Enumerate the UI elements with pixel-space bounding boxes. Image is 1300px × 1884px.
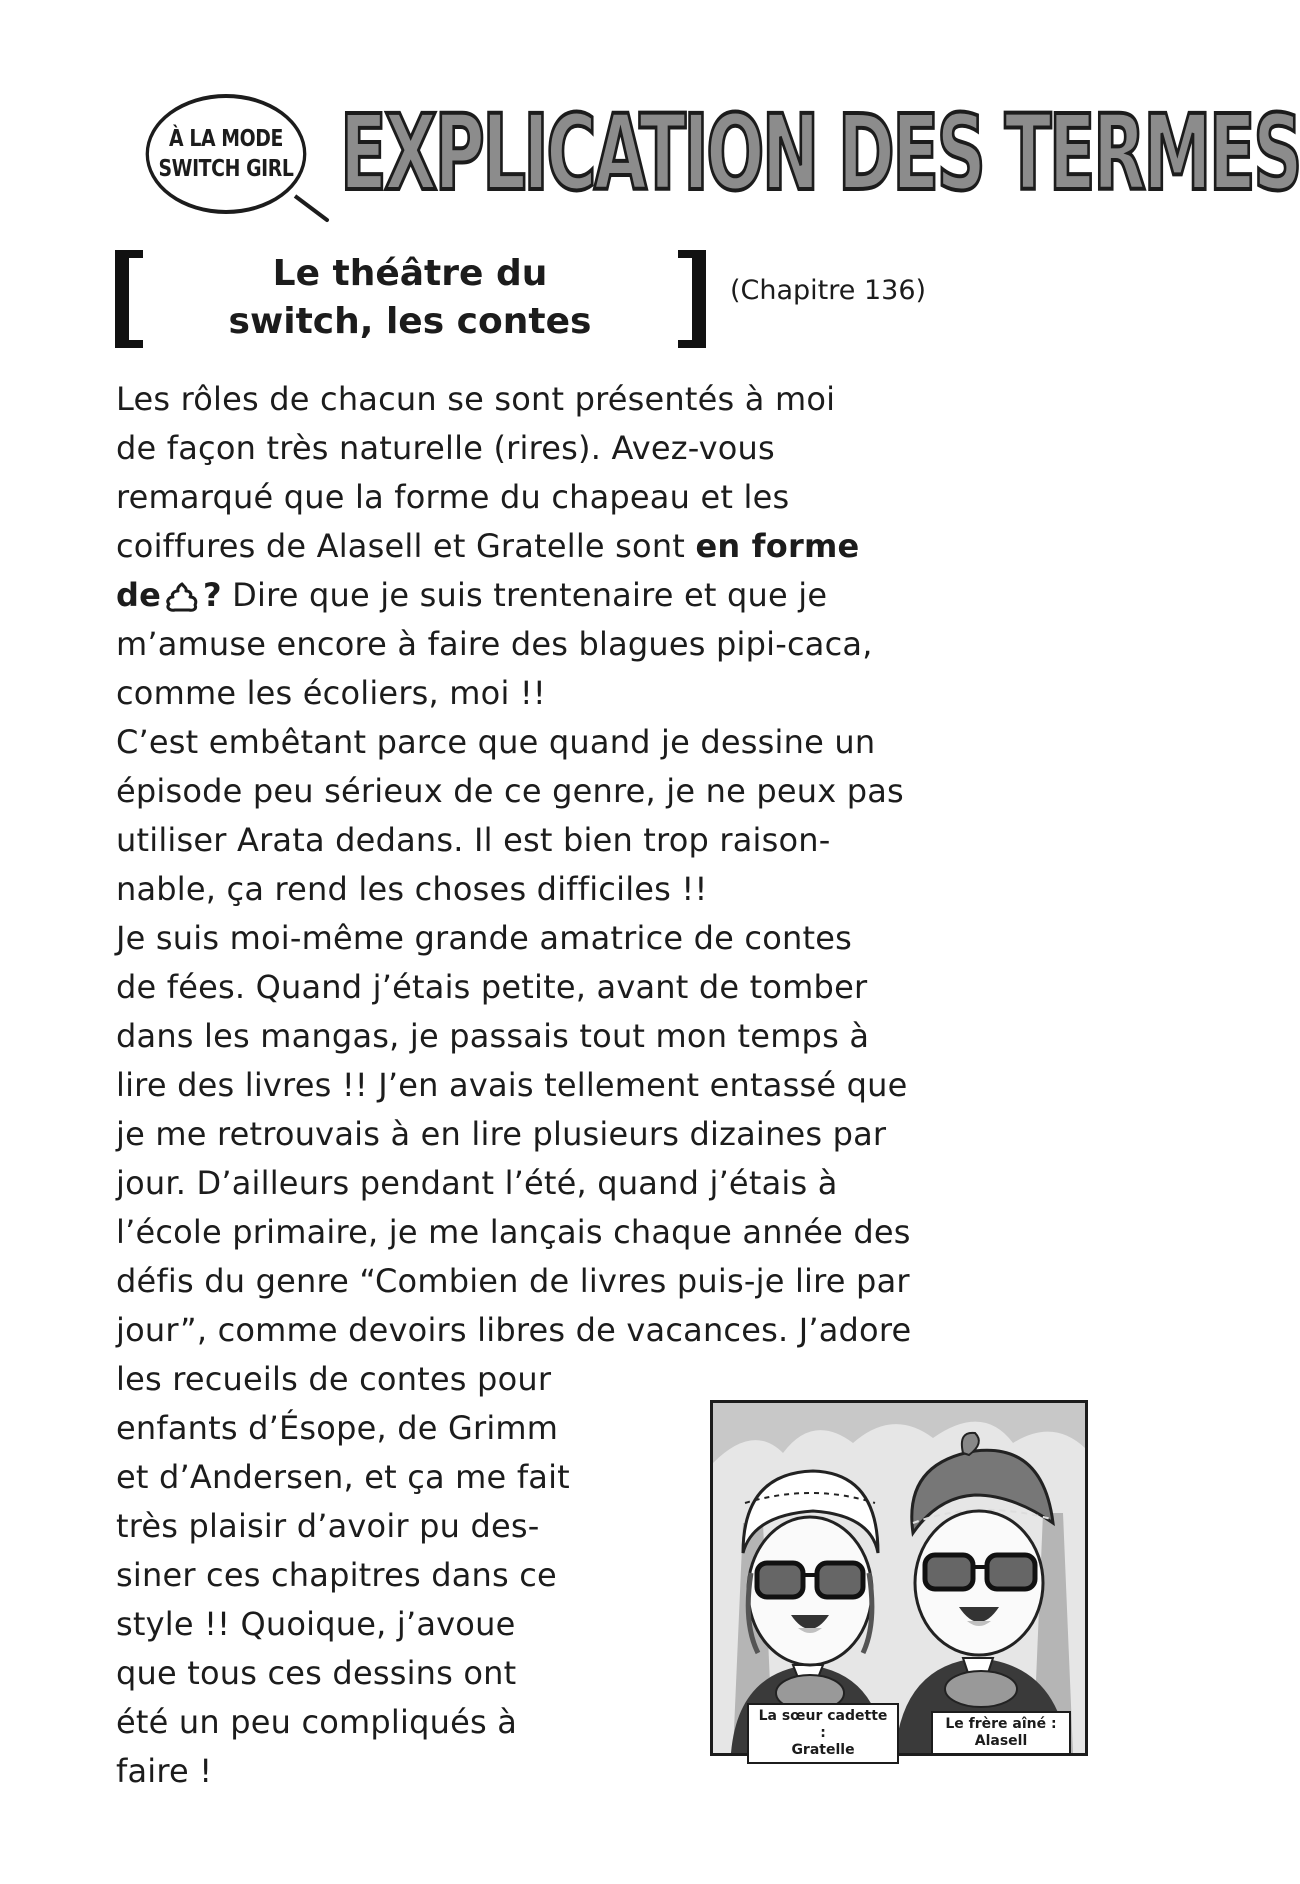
body-bold-text: ?: [203, 576, 222, 614]
left-bracket: [115, 250, 143, 348]
manga-illustration: [710, 1400, 1088, 1756]
body-line: remarqué que la forme du chapeau et les: [116, 478, 790, 516]
body-line: faire !: [116, 1752, 213, 1790]
body-line: jour”, comme devoirs libres de vacances. J’adore: [116, 1311, 912, 1349]
body-line: lire des livres !! J’en avais tellement entassé que: [116, 1066, 908, 1104]
caption-left-line-2: Gratelle: [791, 1742, 855, 1758]
body-line: dans les mangas, je passais tout mon temps à: [116, 1017, 870, 1055]
body-line: été un peu compliqués à: [116, 1703, 518, 1741]
body-line-text: Dire que je suis trentenaire et que je: [221, 576, 828, 614]
caption-right-line-2: Alasell: [974, 1733, 1028, 1749]
series-speech-bubble: [146, 94, 307, 214]
page-header: [128, 82, 1300, 242]
body-line: de fées. Quand j’étais petite, avant de tomber: [116, 968, 868, 1006]
section-title-line-2: switch, les contes: [228, 301, 592, 342]
bubble-line-1: À LA MODE: [168, 126, 283, 152]
body-line: épisode peu sérieux de ce genre, je ne peux pas: [116, 772, 904, 810]
body-line: les recueils de contes pour: [116, 1360, 552, 1398]
body-line: que tous ces dessins ont: [116, 1654, 517, 1692]
body-line: utiliser Arata dedans. Il est bien trop raison-: [116, 821, 831, 859]
caption-right: [931, 1711, 1071, 1755]
body-line: enfants d’Ésope, de Grimm: [116, 1409, 559, 1447]
body-line: l’école primaire, je me lançais chaque année des: [116, 1213, 911, 1251]
body-bold-text: de: [116, 576, 162, 614]
caption-left: [747, 1703, 899, 1764]
body-line: défis du genre “Combien de livres puis-je lire par: [116, 1262, 910, 1300]
body-line: siner ces chapitres dans ce: [116, 1556, 557, 1594]
chapter-reference: (Chapitre 136): [730, 275, 927, 306]
section-title: [150, 250, 670, 346]
body-line: [116, 522, 1066, 571]
body-bold-text: en forme: [695, 527, 860, 565]
caption-left-line-1: La sœur cadette :: [758, 1708, 888, 1741]
bubble-tail-icon: [293, 194, 333, 224]
right-bracket: [678, 250, 706, 348]
body-line: style !! Quoique, j’avoue: [116, 1605, 516, 1643]
body-line: Je suis moi-même grande amatrice de contes: [116, 919, 852, 957]
page-title: EXPLICATION DES TERMES: [340, 92, 1300, 214]
body-line: je me retrouvais à en lire plusieurs dizaines par: [116, 1115, 887, 1153]
poop-icon: [165, 582, 199, 612]
body-line: comme les écoliers, moi !!: [116, 674, 546, 712]
section-title-line-1: Le théâtre du: [272, 253, 548, 294]
body-line: et d’Andersen, et ça me fait: [116, 1458, 570, 1496]
body-line: très plaisir d’avoir pu des-: [116, 1507, 540, 1545]
body-line: [116, 571, 1066, 620]
bubble-line-2: SWITCH GIRL: [158, 156, 294, 182]
body-line: jour. D’ailleurs pendant l’été, quand j’étais à: [116, 1164, 838, 1202]
body-line: Les rôles de chacun se sont présentés à moi: [116, 380, 836, 418]
body-line: de façon très naturelle (rires). Avez-vous: [116, 429, 775, 467]
body-line: nable, ça rend les choses difficiles !!: [116, 870, 708, 908]
caption-right-line-1: Le frère aîné :: [945, 1716, 1057, 1732]
body-line-text: coiffures de Alasell et Gratelle sont: [116, 527, 696, 565]
characters-drawing: [713, 1403, 1085, 1753]
body-line: m’amuse encore à faire des blagues pipi-caca,: [116, 625, 873, 663]
body-line: C’est embêtant parce que quand je dessine un: [116, 723, 876, 761]
